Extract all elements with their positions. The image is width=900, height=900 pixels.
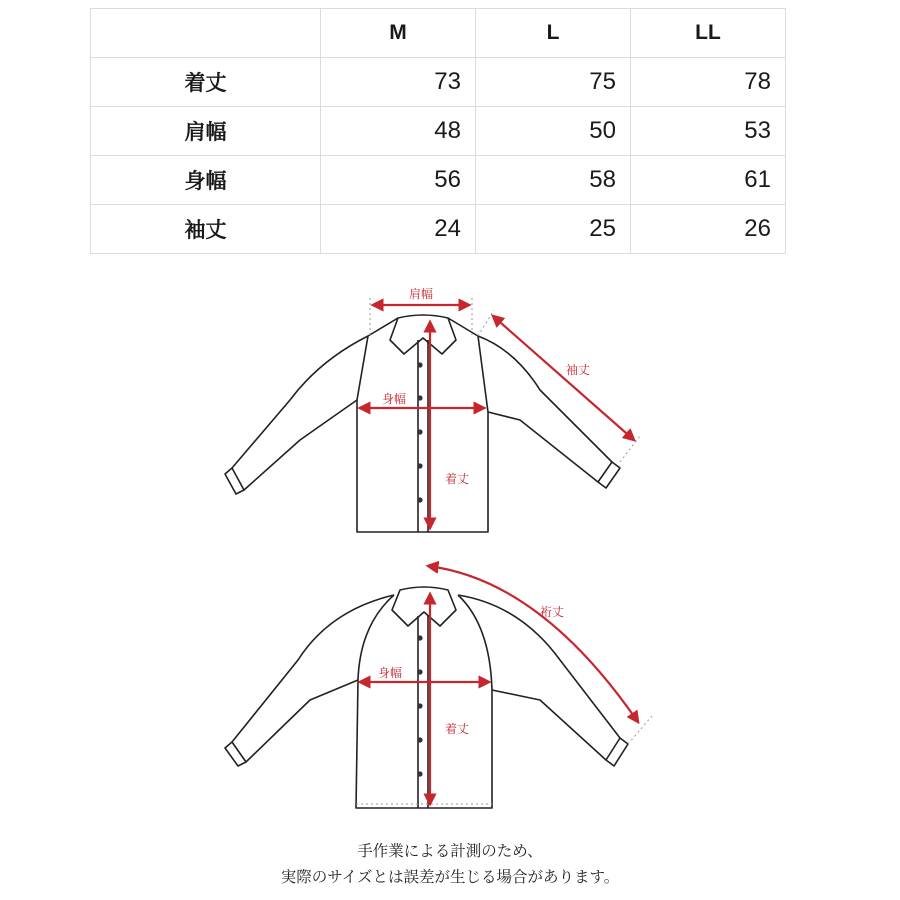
- cell-value: 26: [631, 205, 786, 254]
- sleeve-guide: [620, 436, 640, 462]
- size-header-l: L: [476, 9, 631, 58]
- cell-value: 58: [476, 156, 631, 205]
- sleeve-length-label: 袖丈: [566, 363, 591, 377]
- body-length-label: 着丈: [445, 472, 470, 486]
- shirt-button: [417, 463, 422, 468]
- cell-value: 61: [631, 156, 786, 205]
- cell-value: 73: [321, 58, 476, 107]
- raglan-left-sleeve: [232, 595, 394, 762]
- note-line-1: 手作業による計測のため、: [357, 842, 543, 860]
- shirt-button: [417, 635, 422, 640]
- cell-value: 75: [476, 58, 631, 107]
- cell-value: 50: [476, 107, 631, 156]
- shirt-collar: [390, 315, 456, 354]
- cell-value: 53: [631, 107, 786, 156]
- cell-value: 48: [321, 107, 476, 156]
- sleeve-guide: [628, 716, 652, 744]
- cell-value: 78: [631, 58, 786, 107]
- cell-value: 24: [321, 205, 476, 254]
- row-label: 身幅: [91, 156, 321, 205]
- body-length-label: 着丈: [445, 722, 470, 736]
- cell-value: 25: [476, 205, 631, 254]
- chest-width-label: 身幅: [377, 666, 403, 680]
- row-label: 着丈: [91, 58, 321, 107]
- yuki-length-label: 裄丈: [540, 605, 565, 619]
- note-line-2: 実際のサイズとは誤差が生じる場合があります。: [280, 868, 620, 886]
- size-header-ll: LL: [631, 9, 786, 58]
- shirt-right-sleeve: [478, 336, 612, 482]
- chest-width-label: 身幅: [381, 392, 407, 406]
- row-label: 袖丈: [91, 205, 321, 254]
- shirt-button: [417, 703, 422, 708]
- shirt-button: [417, 429, 422, 434]
- size-header-m: M: [321, 9, 476, 58]
- shirt-diagram-raglan-sleeve: [225, 566, 652, 808]
- measurement-note: [0, 838, 900, 890]
- shirt-diagram-set-in-sleeve: [225, 286, 640, 532]
- shirt-button: [417, 395, 422, 400]
- sleeve-guide: [478, 310, 494, 336]
- shirt-button: [417, 362, 422, 367]
- row-label: 肩幅: [91, 107, 321, 156]
- shirt-button: [417, 771, 422, 776]
- shirt-button: [417, 737, 422, 742]
- shirt-button: [417, 497, 422, 502]
- shoulder-width-label: 肩幅: [408, 287, 434, 301]
- raglan-left-cuff: [225, 742, 246, 766]
- raglan-collar: [392, 587, 456, 626]
- raglan-right-sleeve: [458, 595, 620, 760]
- shirt-button: [417, 669, 422, 674]
- cell-value: 56: [321, 156, 476, 205]
- raglan-body-outline: [356, 595, 492, 808]
- shirt-left-sleeve: [232, 336, 368, 490]
- sleeve-length-arrow: [493, 316, 634, 440]
